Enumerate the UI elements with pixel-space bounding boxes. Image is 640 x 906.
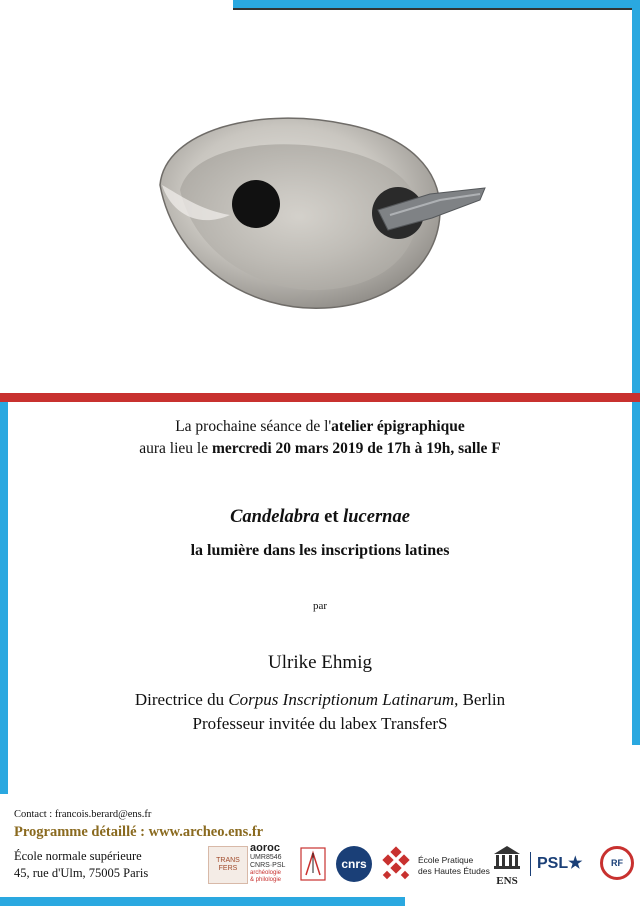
- transfers-logo: [208, 846, 248, 884]
- speaker-role2: Professeur invitée du labex TransferS: [192, 714, 448, 733]
- republique-seal-text: RF: [611, 858, 623, 868]
- announcement-line1-bold: atelier épigraphique: [331, 418, 465, 435]
- address-line1: École normale supérieure: [14, 849, 142, 863]
- par-label: par: [312, 600, 328, 612]
- left-blue-bar: [0, 402, 8, 794]
- announcement-line2-prefix: aura lieu le: [139, 440, 212, 457]
- aoroc-sub3: archéologie: [250, 870, 282, 876]
- ens-building-icon: [492, 844, 522, 870]
- announcement-line2-bold: mercredi 20 mars 2019 de 17h à 19h, salle F: [212, 440, 501, 457]
- psl-logo: PSL★: [537, 855, 583, 872]
- bottom-blue-bar: [0, 897, 405, 906]
- ephe-line1: École Pratique: [418, 855, 474, 865]
- address-line2: 45, rue d'Ulm, 75005 Paris: [14, 866, 149, 880]
- aoroc-title: aoroc: [250, 842, 280, 854]
- talk-subtitle: la lumière dans les inscriptions latines: [190, 542, 450, 559]
- talk-title: [0, 507, 640, 528]
- programme-link[interactable]: Programme détaillé : www.archeo.ens.fr: [14, 824, 264, 840]
- announcement-line1-prefix: La prochaine séance de l': [175, 418, 332, 435]
- announcement-line1: [0, 418, 640, 436]
- aoroc-pen-icon: [300, 847, 326, 881]
- aoroc-sub4: & philologie: [250, 877, 282, 883]
- ephe-diamond-icon: [378, 846, 416, 884]
- speaker-role-prefix: Directrice du: [134, 690, 229, 709]
- transfers-logo-text: TRANS FERS: [216, 857, 240, 872]
- ephe-line2: des Hautes Études: [418, 866, 490, 876]
- cnrs-logo: [336, 846, 372, 882]
- aoroc-sub1: UMR8546: [250, 854, 282, 861]
- top-blue-bar: [233, 0, 640, 8]
- contact-text: Contact : francois.berard@ens.fr: [14, 809, 152, 820]
- talk-title-candelabra: Candelabra: [230, 507, 320, 527]
- speaker-name: Ulrike Ehmig: [268, 652, 372, 673]
- right-blue-bar-top: [632, 0, 640, 395]
- psl-divider: [530, 852, 531, 876]
- aoroc-sub2: CNRS·PSL: [250, 862, 286, 869]
- ens-logo: [490, 844, 524, 886]
- oil-lamp-photo: [140, 90, 500, 320]
- aoroc-logo: [250, 843, 328, 885]
- talk-title-et: et: [319, 507, 344, 527]
- speaker-role-italic: Corpus Inscriptionum Latinarum: [228, 690, 455, 709]
- talk-title-lucernae: lucernae: [343, 507, 410, 527]
- top-dark-line: [233, 8, 640, 10]
- speaker-role: [0, 690, 640, 710]
- announcement-line2: [0, 440, 640, 458]
- middle-red-bar: [0, 393, 640, 402]
- speaker-role-suffix: , Berlin: [454, 690, 506, 709]
- cnrs-logo-text: cnrs: [341, 857, 367, 871]
- republique-seal: [600, 846, 634, 880]
- ens-logo-text: ENS: [496, 875, 518, 887]
- ephe-logo-text: [418, 855, 490, 877]
